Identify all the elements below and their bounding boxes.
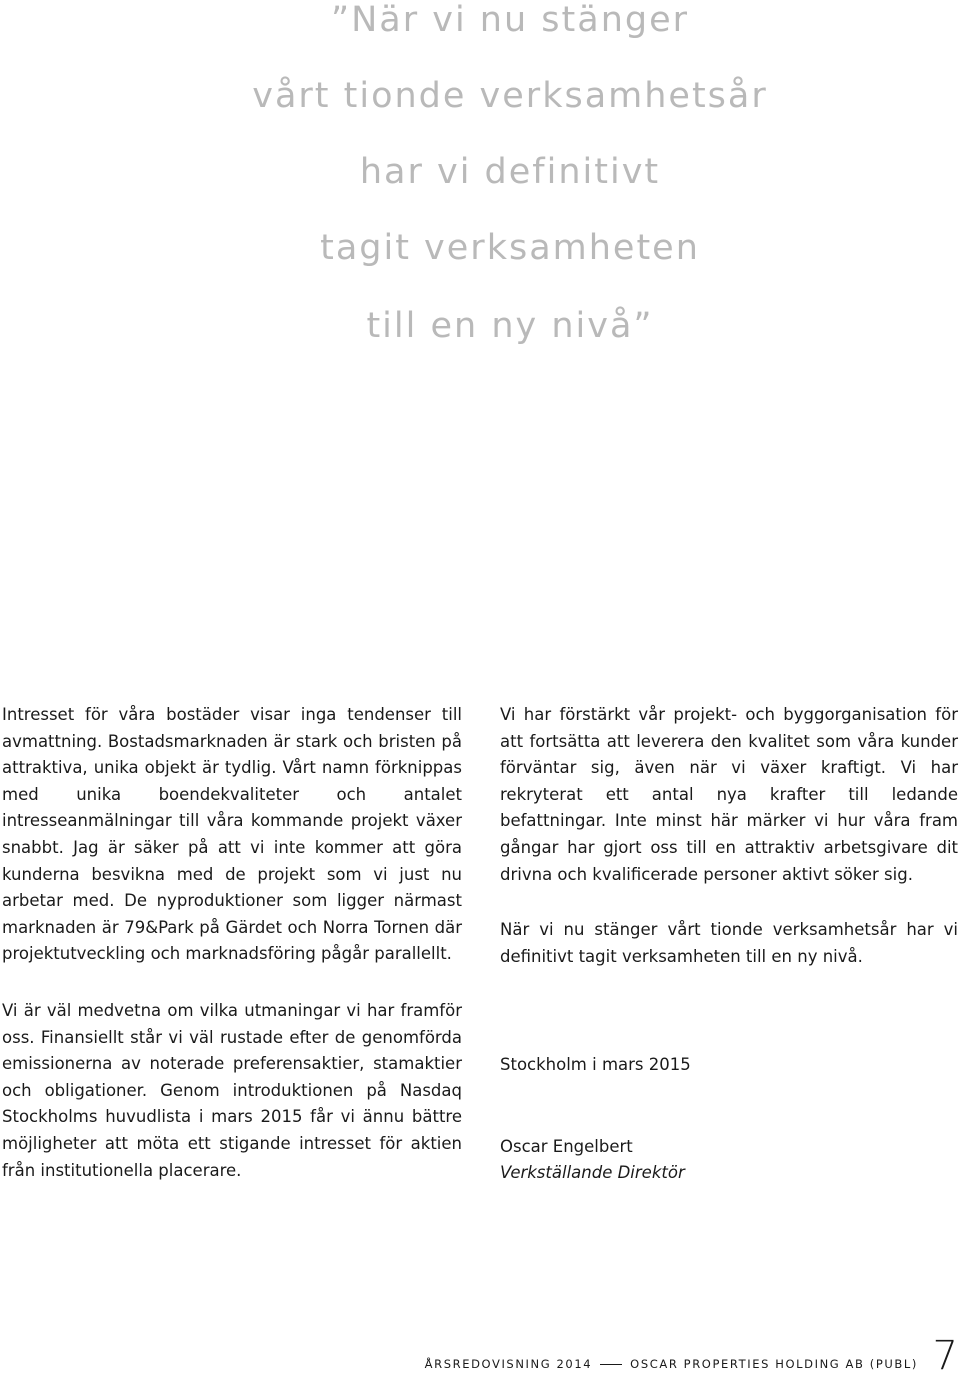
footer-company-name: OSCAR PROPERTIES HOLDING AB (PUBL): [630, 1357, 918, 1371]
pull-quote-line-1: ”När vi nu stänger: [330, 0, 690, 40]
paragraph: Vi är väl medvetna om vilka utmaningar vi har framför oss. Finansiellt står vi väl rustade efter de genomförda emissionerna av noterade preferensaktier, stamaktier och obligationer. Genom introduktionen på Nasdaq Stockholms huvudlista i mars 2015 får vi ännu bättre möjligheter att möta ett stigande intresset för aktien från institutionella placerare.: [2, 1001, 462, 1180]
body-column-left-paragraph-1: [2, 702, 462, 968]
paragraph: Vi har förstärkt vår projekt- och byggorganisation för att fortsätta att leverera den kvalitet som våra kunder förväntar sig, även när vi växer kraftigt. Vi har rekryterat ett antal nya krafter till ledande befattningar. Inte minst här märker vi hur våra fram gångar har gjort oss till en attraktiv arbetsgivare dit drivna och kvalificerade personer aktivt söker sig.: [500, 705, 958, 884]
pull-quote-line-2: vårt tionde verksamhetsår: [252, 76, 768, 116]
footer-report-title: ÅRSREDOVISNING 2014: [424, 1357, 593, 1371]
pull-quote-line-4: tagit verksamheten: [320, 228, 700, 268]
paragraph: När vi nu stänger vårt tionde verksamhetsår har vi definitivt tagit verksamheten till en ny nivå.: [500, 920, 958, 966]
paragraph: Intresset för våra bostäder visar inga tendenser till avmattning. Bostadsmarknaden är stark och bristen på attraktiva, unika objekt är tydlig. Vårt namn förknippas med unika boendekvaliteter och antalet intresseanmälningar till våra kommande projekt växer snabbt. Jag är säker på att vi inte kommer att göra kunderna besvikna med de projekt som vi just nu arbetar med. De nyproduktioner som ligger närmast marknaden är 79&Park på Gärdet och Norra Tornen där projektutveckling och marknadsföring pågår parallellt.: [2, 705, 462, 964]
body-column-right-paragraph-2: [500, 917, 958, 970]
pull-quote-line-5: till en ny nivå”: [366, 306, 654, 346]
pull-quote-line-3: har vi definitivt: [359, 152, 661, 192]
signature-name: Oscar Engelbert: [500, 1137, 633, 1156]
footer-dash-divider: [600, 1364, 622, 1365]
signature-place-date: Stockholm i mars 2015: [500, 1055, 691, 1074]
body-column-right-paragraph-1: [500, 702, 958, 888]
body-column-left-paragraph-2: [2, 998, 462, 1184]
page-number: 7: [932, 1333, 958, 1379]
page-footer: [425, 1357, 918, 1371]
signature-title: Verkställande Direktör: [500, 1163, 685, 1182]
